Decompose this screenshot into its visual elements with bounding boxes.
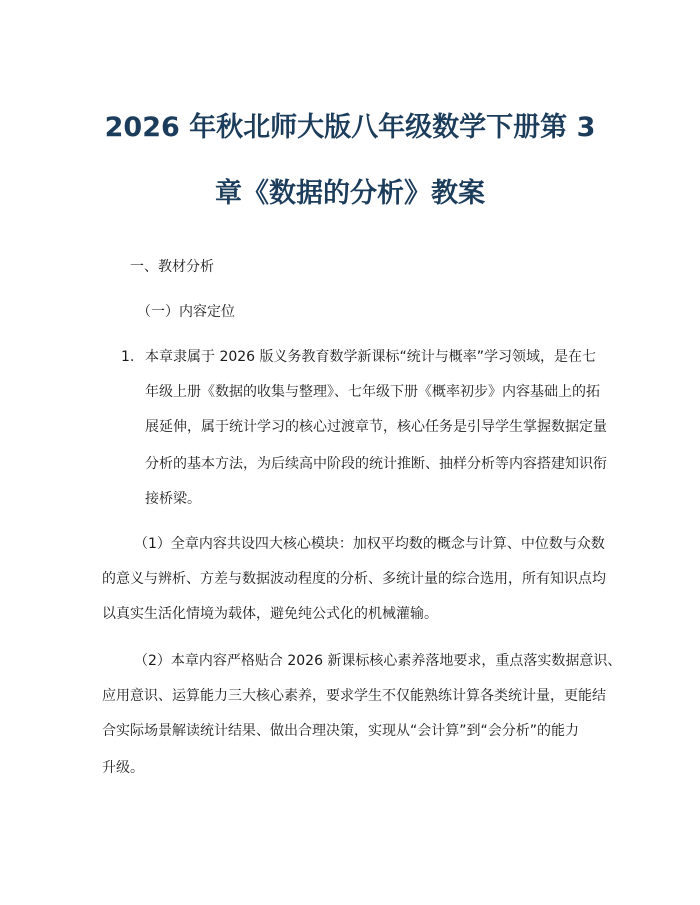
subsection-heading: （一）内容定位	[137, 304, 235, 320]
section-heading: 一、教材分析	[130, 259, 214, 275]
document-title-line-2: 章《数据的分析》教案	[215, 178, 485, 209]
paragraph-line: 合实际场景解读统计结果、做出合理决策，实现从“会计算”到“会分析”的能力	[102, 723, 580, 739]
list-item-line: 年级上册《数据的收集与整理》、七年级下册《概率初步》内容基础上的拓	[145, 384, 600, 400]
document-title-line-1: 2026 年秋北师大版八年级数学下册第 3	[104, 112, 596, 143]
list-item-line: 展延伸，属于统计学习的核心过渡章节，核心任务是引导学生掌握数据定量	[145, 419, 607, 435]
paragraph-line: （1）全章内容共设四大核心模块：加权平均数的概念与计算、中位数与众数	[134, 536, 605, 552]
paragraph-line: 升级。	[102, 760, 144, 776]
list-item-line: 分析的基本方法，为后续高中阶段的统计推断、抽样分析等内容搭建知识衔	[145, 456, 607, 472]
paragraph-line: （2）本章内容严格贴合 2026 新课标核心素养落地要求，重点落实数据意识、	[134, 653, 622, 669]
paragraph-line: 应用意识、运算能力三大核心素养，要求学生不仅能熟练计算各类统计量，更能结	[102, 688, 606, 704]
list-item-line: 接桥梁。	[145, 491, 201, 507]
list-item-line: 本章隶属于 2026 版义务教育数学新课标“统计与概率”学习领域，是在七	[145, 349, 597, 365]
paragraph-line: 以真实生活化情境为载体，避免纯公式化的机械灌输。	[102, 606, 438, 622]
paragraph-line: 的意义与辨析、方差与数据波动程度的分析、多统计量的综合选用，所有知识点均	[102, 571, 606, 587]
list-item-number: 1.	[121, 349, 135, 365]
